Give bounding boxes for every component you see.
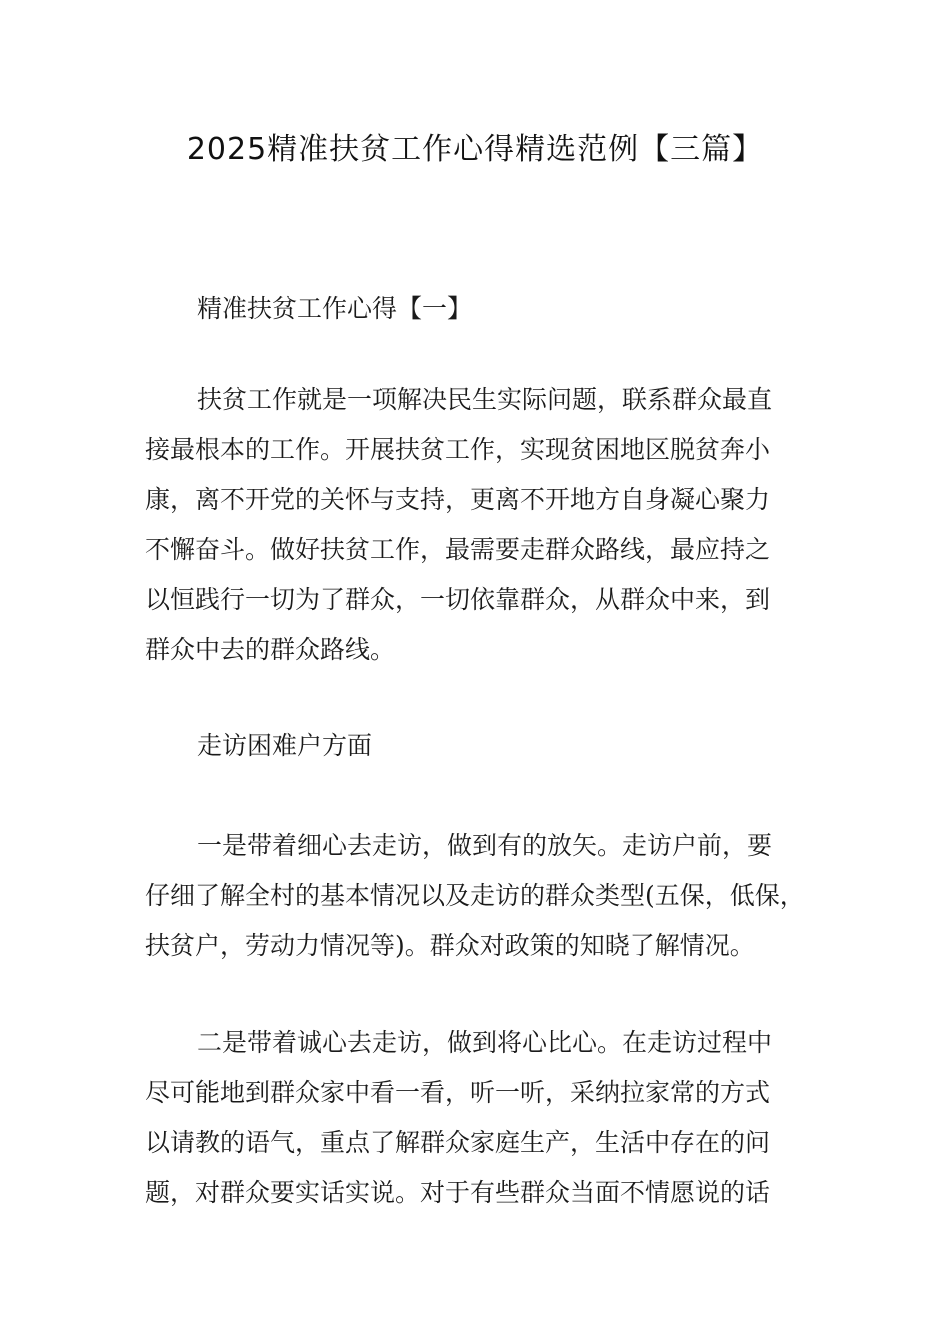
paragraph-line: 群众中去的群众路线。 [145,635,396,664]
paragraph-line: 尽可能地到群众家中看一看，听一听，采纳拉家常的方式 [145,1078,771,1107]
paragraph-line: 以请教的语气，重点了解群众家庭生产，生活中存在的问 [145,1128,771,1157]
paragraph-intro [145,375,810,675]
paragraph-line: 二是带着诚心去走访，做到将心比心。在走访过程中 [197,1028,773,1057]
document-title: 2025精准扶贫工作心得精选范例【三篇】 [186,132,764,167]
paragraph-line: 以恒践行一切为了群众，一切依靠群众，从群众中来，到 [145,585,771,614]
paragraph-line: 扶贫户，劳动力情况等)。群众对政策的知晓了解情况。 [145,931,755,960]
section-heading-one [145,284,810,334]
heading-line: 精准扶贫工作心得【一】 [197,294,473,323]
paragraph-first [145,821,810,971]
paragraph-line: 一是带着细心去走访，做到有的放矢。走访户前，要 [197,831,773,860]
paragraph-line: 扶贫工作就是一项解决民生实际问题，联系群众最直 [197,385,773,414]
paragraph-line: 不懈奋斗。做好扶贫工作，最需要走群众路线，最应持之 [145,535,771,564]
paragraph-second [145,1018,810,1218]
subheading-line: 走访困难户方面 [197,731,373,760]
paragraph-line: 仔细了解全村的基本情况以及走访的群众类型(五保，低保， [145,881,805,910]
paragraph-line: 康，离不开党的关怀与支持，更离不开地方自身凝心聚力 [145,485,771,514]
paragraph-line: 题，对群众要实话实说。对于有些群众当面不情愿说的话 [145,1178,771,1207]
subheading-visit [145,721,810,771]
paragraph-line: 接最根本的工作。开展扶贫工作，实现贫困地区脱贫奔小 [145,435,771,464]
